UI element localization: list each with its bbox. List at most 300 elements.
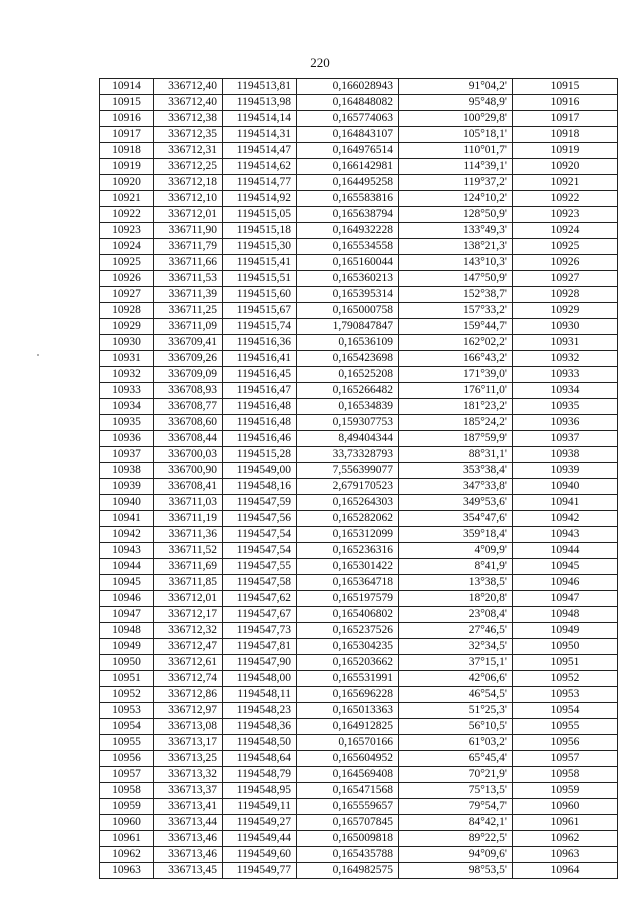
table-row [100,271,618,287]
table-row [100,159,618,175]
distance-cell: 0,165197579 [297,591,399,607]
point-number-cell: 10925 [100,255,154,271]
table-row [100,703,618,719]
x-coordinate-cell: 336713,08 [154,719,223,735]
distance-cell: 0,164912825 [297,719,399,735]
distance-cell: 7,556399077 [297,463,399,479]
direction-angle-cell: 181°23,2' [399,399,513,415]
x-coordinate-cell: 336711,36 [154,527,223,543]
distance-cell: 0,166028943 [297,79,399,95]
distance-cell: 8,49404344 [297,431,399,447]
point-number-cell: 10922 [100,207,154,223]
distance-cell: 0,165000758 [297,303,399,319]
distance-cell: 0,165395314 [297,287,399,303]
next-point-number-cell: 10950 [513,639,618,655]
y-coordinate-cell: 1194516,45 [223,367,297,383]
direction-angle-cell: 354°47,6' [399,511,513,527]
next-point-number-cell: 10963 [513,847,618,863]
table-row [100,831,618,847]
point-number-cell: 10948 [100,623,154,639]
point-number-cell: 10945 [100,575,154,591]
table-row [100,591,618,607]
next-point-number-cell: 10926 [513,255,618,271]
distance-cell: 0,159307753 [297,415,399,431]
table-row [100,399,618,415]
x-coordinate-cell: 336712,40 [154,95,223,111]
point-number-cell: 10938 [100,463,154,479]
point-number-cell: 10924 [100,239,154,255]
distance-cell: 0,165282062 [297,511,399,527]
y-coordinate-cell: 1194515,60 [223,287,297,303]
next-point-number-cell: 10949 [513,623,618,639]
table-row [100,239,618,255]
next-point-number-cell: 10939 [513,463,618,479]
y-coordinate-cell: 1194547,62 [223,591,297,607]
table-row [100,175,618,191]
distance-cell: 0,165638794 [297,207,399,223]
y-coordinate-cell: 1194516,46 [223,431,297,447]
direction-angle-cell: 110°01,7' [399,143,513,159]
x-coordinate-cell: 336711,90 [154,223,223,239]
point-number-cell: 10949 [100,639,154,655]
table-row [100,207,618,223]
next-point-number-cell: 10940 [513,479,618,495]
x-coordinate-cell: 336700,03 [154,447,223,463]
direction-angle-cell: 119°37,2' [399,175,513,191]
next-point-number-cell: 10919 [513,143,618,159]
coordinates-table [99,78,618,879]
y-coordinate-cell: 1194514,92 [223,191,297,207]
y-coordinate-cell: 1194514,62 [223,159,297,175]
distance-cell: 0,165312099 [297,527,399,543]
next-point-number-cell: 10942 [513,511,618,527]
distance-cell: 0,165013363 [297,703,399,719]
direction-angle-cell: 347°33,8' [399,479,513,495]
distance-cell: 0,164569408 [297,767,399,783]
distance-cell: 0,164848082 [297,95,399,111]
next-point-number-cell: 10957 [513,751,618,767]
table-row [100,303,618,319]
point-number-cell: 10931 [100,351,154,367]
point-number-cell: 10935 [100,415,154,431]
x-coordinate-cell: 336711,25 [154,303,223,319]
y-coordinate-cell: 1194549,00 [223,463,297,479]
x-coordinate-cell: 336713,32 [154,767,223,783]
next-point-number-cell: 10933 [513,367,618,383]
direction-angle-cell: 359°18,4' [399,527,513,543]
table-row [100,351,618,367]
distance-cell: 0,165423698 [297,351,399,367]
direction-angle-cell: 138°21,3' [399,239,513,255]
point-number-cell: 10942 [100,527,154,543]
y-coordinate-cell: 1194549,44 [223,831,297,847]
y-coordinate-cell: 1194516,41 [223,351,297,367]
direction-angle-cell: 98°53,5' [399,863,513,879]
y-coordinate-cell: 1194516,36 [223,335,297,351]
table-row [100,687,618,703]
distance-cell: 0,164932228 [297,223,399,239]
y-coordinate-cell: 1194547,54 [223,543,297,559]
y-coordinate-cell: 1194548,36 [223,719,297,735]
distance-cell: 2,679170523 [297,479,399,495]
point-number-cell: 10915 [100,95,154,111]
distance-cell: 0,165696228 [297,687,399,703]
distance-cell: 0,165604952 [297,751,399,767]
x-coordinate-cell: 336713,17 [154,735,223,751]
x-coordinate-cell: 336711,39 [154,287,223,303]
direction-angle-cell: 32°34,5' [399,639,513,655]
direction-angle-cell: 84°42,1' [399,815,513,831]
direction-angle-cell: 23°08,4' [399,607,513,623]
direction-angle-cell: 176°11,0' [399,383,513,399]
distance-cell: 0,165471568 [297,783,399,799]
table-row [100,575,618,591]
x-coordinate-cell: 336713,37 [154,783,223,799]
next-point-number-cell: 10932 [513,351,618,367]
x-coordinate-cell: 336711,66 [154,255,223,271]
x-coordinate-cell: 336713,44 [154,815,223,831]
point-number-cell: 10962 [100,847,154,863]
point-number-cell: 10955 [100,735,154,751]
point-number-cell: 10934 [100,399,154,415]
direction-angle-cell: 88°31,1' [399,447,513,463]
x-coordinate-cell: 336712,01 [154,207,223,223]
y-coordinate-cell: 1194548,23 [223,703,297,719]
distance-cell: 0,16534839 [297,399,399,415]
y-coordinate-cell: 1194547,67 [223,607,297,623]
table-row [100,543,618,559]
next-point-number-cell: 10931 [513,335,618,351]
x-coordinate-cell: 336711,03 [154,495,223,511]
table-row [100,815,618,831]
direction-angle-cell: 13°38,5' [399,575,513,591]
direction-angle-cell: 157°33,2' [399,303,513,319]
next-point-number-cell: 10935 [513,399,618,415]
distance-cell: 0,165534558 [297,239,399,255]
direction-angle-cell: 143°10,3' [399,255,513,271]
x-coordinate-cell: 336712,47 [154,639,223,655]
next-point-number-cell: 10927 [513,271,618,287]
x-coordinate-cell: 336708,60 [154,415,223,431]
direction-angle-cell: 91°04,2' [399,79,513,95]
y-coordinate-cell: 1194516,48 [223,415,297,431]
x-coordinate-cell: 336712,17 [154,607,223,623]
table-row [100,527,618,543]
page-number: 220 [310,55,330,70]
y-coordinate-cell: 1194548,16 [223,479,297,495]
y-coordinate-cell: 1194548,95 [223,783,297,799]
direction-angle-cell: 185°24,2' [399,415,513,431]
point-number-cell: 10933 [100,383,154,399]
table-row [100,735,618,751]
table-row [100,495,618,511]
point-number-cell: 10957 [100,767,154,783]
distance-cell: 0,165009818 [297,831,399,847]
distance-cell: 0,165774063 [297,111,399,127]
next-point-number-cell: 10941 [513,495,618,511]
direction-angle-cell: 166°43,2' [399,351,513,367]
point-number-cell: 10941 [100,511,154,527]
table-row [100,463,618,479]
y-coordinate-cell: 1194513,81 [223,79,297,95]
distance-cell: 0,165707845 [297,815,399,831]
next-point-number-cell: 10943 [513,527,618,543]
table-row [100,655,618,671]
direction-angle-cell: 128°50,9' [399,207,513,223]
table-row [100,799,618,815]
x-coordinate-cell: 336712,97 [154,703,223,719]
table-row [100,335,618,351]
x-coordinate-cell: 336712,38 [154,111,223,127]
table-row [100,367,618,383]
x-coordinate-cell: 336712,35 [154,127,223,143]
distance-cell: 0,165301422 [297,559,399,575]
next-point-number-cell: 10917 [513,111,618,127]
direction-angle-cell: 65°45,4' [399,751,513,767]
direction-angle-cell: 171°39,0' [399,367,513,383]
next-point-number-cell: 10920 [513,159,618,175]
direction-angle-cell: 18°20,8' [399,591,513,607]
distance-cell: 1,790847847 [297,319,399,335]
distance-cell: 0,16525208 [297,367,399,383]
direction-angle-cell: 51°25,3' [399,703,513,719]
table-row [100,95,618,111]
direction-angle-cell: 349°53,6' [399,495,513,511]
distance-cell: 0,165266482 [297,383,399,399]
x-coordinate-cell: 336712,31 [154,143,223,159]
direction-angle-cell: 89°22,5' [399,831,513,847]
distance-cell: 0,164843107 [297,127,399,143]
x-coordinate-cell: 336700,90 [154,463,223,479]
y-coordinate-cell: 1194515,74 [223,319,297,335]
direction-angle-cell: 152°38,7' [399,287,513,303]
distance-cell: 0,16536109 [297,335,399,351]
x-coordinate-cell: 336712,01 [154,591,223,607]
point-number-cell: 10939 [100,479,154,495]
next-point-number-cell: 10961 [513,815,618,831]
point-number-cell: 10953 [100,703,154,719]
point-number-cell: 10921 [100,191,154,207]
x-coordinate-cell: 336709,41 [154,335,223,351]
table-row [100,255,618,271]
table-row [100,223,618,239]
x-coordinate-cell: 336713,46 [154,831,223,847]
table-row [100,511,618,527]
next-point-number-cell: 10953 [513,687,618,703]
next-point-number-cell: 10934 [513,383,618,399]
scan-mark [37,354,39,356]
point-number-cell: 10954 [100,719,154,735]
x-coordinate-cell: 336712,32 [154,623,223,639]
point-number-cell: 10930 [100,335,154,351]
point-number-cell: 10916 [100,111,154,127]
point-number-cell: 10926 [100,271,154,287]
point-number-cell: 10943 [100,543,154,559]
direction-angle-cell: 162°02,2' [399,335,513,351]
x-coordinate-cell: 336713,45 [154,863,223,879]
y-coordinate-cell: 1194514,47 [223,143,297,159]
point-number-cell: 10959 [100,799,154,815]
point-number-cell: 10944 [100,559,154,575]
distance-cell: 0,165364718 [297,575,399,591]
next-point-number-cell: 10958 [513,767,618,783]
x-coordinate-cell: 336711,85 [154,575,223,591]
point-number-cell: 10940 [100,495,154,511]
next-point-number-cell: 10947 [513,591,618,607]
direction-angle-cell: 95°48,9' [399,95,513,111]
distance-cell: 0,166142981 [297,159,399,175]
table-row [100,783,618,799]
next-point-number-cell: 10962 [513,831,618,847]
next-point-number-cell: 10960 [513,799,618,815]
y-coordinate-cell: 1194515,67 [223,303,297,319]
y-coordinate-cell: 1194547,58 [223,575,297,591]
direction-angle-cell: 61°03,2' [399,735,513,751]
next-point-number-cell: 10952 [513,671,618,687]
table-row [100,639,618,655]
next-point-number-cell: 10922 [513,191,618,207]
x-coordinate-cell: 336708,41 [154,479,223,495]
y-coordinate-cell: 1194515,41 [223,255,297,271]
next-point-number-cell: 10930 [513,319,618,335]
direction-angle-cell: 100°29,8' [399,111,513,127]
y-coordinate-cell: 1194514,14 [223,111,297,127]
distance-cell: 0,165237526 [297,623,399,639]
distance-cell: 0,165559657 [297,799,399,815]
next-point-number-cell: 10948 [513,607,618,623]
point-number-cell: 10920 [100,175,154,191]
direction-angle-cell: 105°18,1' [399,127,513,143]
table-row [100,767,618,783]
y-coordinate-cell: 1194548,00 [223,671,297,687]
table-row [100,751,618,767]
distance-cell: 0,165435788 [297,847,399,863]
y-coordinate-cell: 1194549,11 [223,799,297,815]
next-point-number-cell: 10915 [513,79,618,95]
y-coordinate-cell: 1194547,56 [223,511,297,527]
table-row [100,431,618,447]
distance-cell: 33,73328793 [297,447,399,463]
y-coordinate-cell: 1194547,59 [223,495,297,511]
y-coordinate-cell: 1194548,11 [223,687,297,703]
next-point-number-cell: 10956 [513,735,618,751]
point-number-cell: 10918 [100,143,154,159]
next-point-number-cell: 10921 [513,175,618,191]
point-number-cell: 10932 [100,367,154,383]
distance-cell: 0,165236316 [297,543,399,559]
point-number-cell: 10963 [100,863,154,879]
table-row [100,671,618,687]
y-coordinate-cell: 1194514,31 [223,127,297,143]
point-number-cell: 10937 [100,447,154,463]
point-number-cell: 10923 [100,223,154,239]
next-point-number-cell: 10925 [513,239,618,255]
x-coordinate-cell: 336708,93 [154,383,223,399]
distance-cell: 0,165406802 [297,607,399,623]
point-number-cell: 10919 [100,159,154,175]
y-coordinate-cell: 1194547,73 [223,623,297,639]
next-point-number-cell: 10924 [513,223,618,239]
y-coordinate-cell: 1194515,51 [223,271,297,287]
table-row [100,623,618,639]
y-coordinate-cell: 1194547,90 [223,655,297,671]
direction-angle-cell: 37°15,1' [399,655,513,671]
distance-cell: 0,165160044 [297,255,399,271]
x-coordinate-cell: 336712,86 [154,687,223,703]
next-point-number-cell: 10936 [513,415,618,431]
y-coordinate-cell: 1194515,05 [223,207,297,223]
x-coordinate-cell: 336713,46 [154,847,223,863]
point-number-cell: 10960 [100,815,154,831]
y-coordinate-cell: 1194547,54 [223,527,297,543]
distance-cell: 0,164976514 [297,143,399,159]
direction-angle-cell: 4°09,9' [399,543,513,559]
next-point-number-cell: 10928 [513,287,618,303]
direction-angle-cell: 42°06,6' [399,671,513,687]
y-coordinate-cell: 1194549,27 [223,815,297,831]
table-row [100,415,618,431]
direction-angle-cell: 187°59,9' [399,431,513,447]
distance-cell: 0,165203662 [297,655,399,671]
point-number-cell: 10917 [100,127,154,143]
table-row [100,127,618,143]
point-number-cell: 10952 [100,687,154,703]
y-coordinate-cell: 1194515,28 [223,447,297,463]
next-point-number-cell: 10946 [513,575,618,591]
x-coordinate-cell: 336711,79 [154,239,223,255]
x-coordinate-cell: 336712,18 [154,175,223,191]
y-coordinate-cell: 1194549,60 [223,847,297,863]
x-coordinate-cell: 336713,41 [154,799,223,815]
table-row [100,79,618,95]
y-coordinate-cell: 1194515,30 [223,239,297,255]
distance-cell: 0,165583816 [297,191,399,207]
x-coordinate-cell: 336712,40 [154,79,223,95]
x-coordinate-cell: 336712,25 [154,159,223,175]
next-point-number-cell: 10916 [513,95,618,111]
next-point-number-cell: 10954 [513,703,618,719]
table-row [100,319,618,335]
x-coordinate-cell: 336711,19 [154,511,223,527]
point-number-cell: 10961 [100,831,154,847]
direction-angle-cell: 8°41,9' [399,559,513,575]
point-number-cell: 10928 [100,303,154,319]
x-coordinate-cell: 336712,61 [154,655,223,671]
direction-angle-cell: 56°10,5' [399,719,513,735]
next-point-number-cell: 10918 [513,127,618,143]
point-number-cell: 10914 [100,79,154,95]
table-row [100,383,618,399]
y-coordinate-cell: 1194547,81 [223,639,297,655]
next-point-number-cell: 10945 [513,559,618,575]
direction-angle-cell: 79°54,7' [399,799,513,815]
x-coordinate-cell: 336711,09 [154,319,223,335]
next-point-number-cell: 10955 [513,719,618,735]
distance-cell: 0,165264303 [297,495,399,511]
table-row [100,111,618,127]
table-row [100,447,618,463]
table-row [100,719,618,735]
x-coordinate-cell: 336709,09 [154,367,223,383]
x-coordinate-cell: 336711,53 [154,271,223,287]
direction-angle-cell: 114°39,1' [399,159,513,175]
next-point-number-cell: 10951 [513,655,618,671]
point-number-cell: 10958 [100,783,154,799]
next-point-number-cell: 10959 [513,783,618,799]
coordinates-table-body [100,79,618,879]
x-coordinate-cell: 336712,74 [154,671,223,687]
y-coordinate-cell: 1194513,98 [223,95,297,111]
